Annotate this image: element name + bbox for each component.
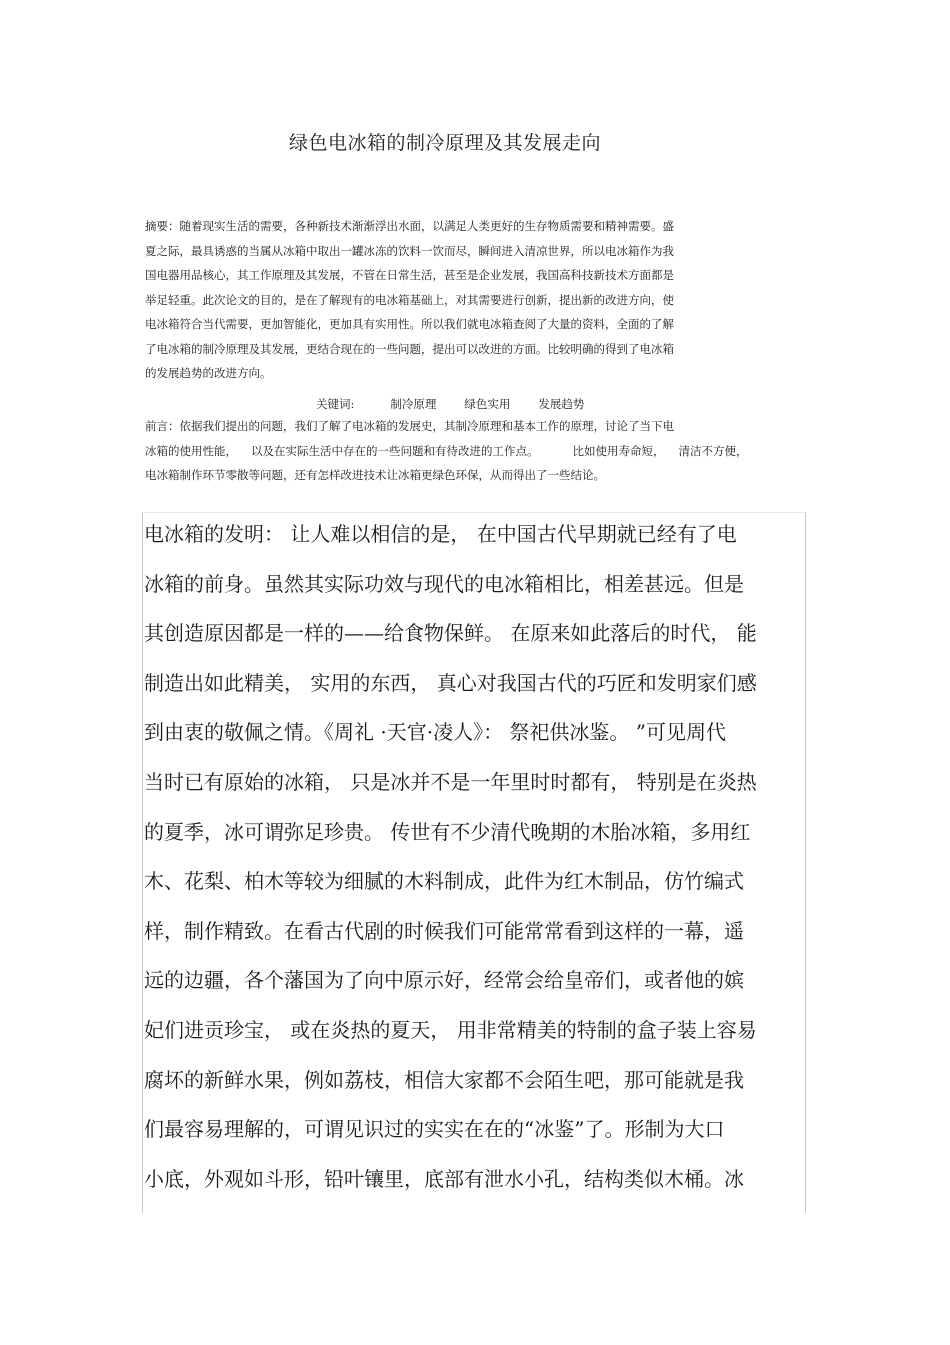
body-section — [144, 510, 757, 1204]
body-line: 的夏季，冰可谓弥足珍贵。 传世有不少清代晚期的木胎冰箱，多用红 — [144, 819, 751, 844]
body-line: 腐坏的新鲜水果，例如荔枝，相信大家都不会陌生吧，那可能就是我 — [144, 1067, 744, 1092]
preface — [145, 414, 748, 488]
preface-fragment: 以及在实际生活中存在的一些问题和有待改进的工作点。 — [251, 443, 539, 458]
preface-fragment: 比如使用寿命短， — [572, 443, 665, 458]
abstract-line: 摘要：随着现实生活的需要，各种新技术渐渐浮出水面，以满足人类更好的生存物质需要和精神需要。盛 — [145, 219, 674, 233]
preface-line: 电冰箱制作环节零散等问题，还有怎样改进技术让冰箱更绿色环保，从而得出了一些结论。 — [145, 468, 605, 482]
body-line: 远的边疆，各个藩国为了向中原示好，经常会给皇帝们，或者他的嫔 — [144, 968, 744, 993]
abstract — [145, 214, 674, 386]
body-line: 冰箱的前身。虽然其实际功效与现代的电冰箱相比，相差甚远。但是 — [144, 571, 744, 596]
keywords-label: 关键词: — [316, 397, 355, 411]
body-line: 妃们进贡珍宝， 或在炎热的夏天， 用非常精美的特制的盒子装上容易 — [144, 1017, 757, 1042]
abstract-line: 电冰箱符合当代需要，更加智能化，更加具有实用性。所以我们就电冰箱查阅了大量的资料，全面的了解 — [145, 317, 674, 331]
keywords — [316, 392, 612, 417]
body-line: 其创造原因都是一样的——给食物保鲜。 在原来如此落后的时代， 能 — [144, 621, 757, 646]
keyword: 发展趋势 — [538, 397, 585, 411]
body-line: 小底，外观如斗形，铅叶镶里，底部有泄水小孔，结构类似木桶。冰 — [144, 1166, 744, 1191]
body-line: 电冰箱的发明： 让人难以相信的是， 在中国古代早期就已经有了电 — [144, 522, 737, 546]
abstract-line: 国电器用品核心，其工作原理及其发展，不管在日常生活，甚至是企业发展，我国高科技新技术方面都是 — [145, 268, 674, 282]
preface-line — [145, 439, 748, 464]
preface-line: 前言：依据我们提出的问题，我们了解了电冰箱的发展史，其制冷原理和基本工作的原理，讨论了当下电 — [145, 419, 674, 433]
keyword: 绿色实用 — [464, 397, 511, 411]
preface-fragment: 清洁不方便， — [678, 443, 748, 458]
abstract-line: 举足轻重。此次论文的目的，是在了解现有的电冰箱基础上，对其需要进行创新，提出新的改进方向，使 — [145, 292, 674, 307]
body-line: 样，制作精致。在看古代剧的时候我们可能常常看到这样的一幕，遥 — [144, 918, 744, 943]
abstract-line: 了电冰箱的制冷原理及其发展，更结合现在的一些问题，提出可以改进的方面。比较明确的得到了电冰箱 — [145, 341, 674, 356]
body-line: 到由衷的敬佩之情。《周礼 ·天官·凌人》： 祭祀供冰鉴。 ”可见周代 — [144, 720, 727, 745]
keyword: 制冷原理 — [390, 397, 437, 411]
body-line: 木、花梨、柏木等较为细腻的木料制成，此件为红木制品，仿竹编式 — [144, 869, 744, 894]
abstract-line: 的发展趋势的改进方向。 — [145, 366, 272, 380]
preface-fragment: 冰箱的使用性能， — [145, 443, 237, 458]
abstract-line: 夏之际，最具诱惑的当属从冰箱中取出一罐冰冻的饮料一饮而尽，瞬间进入清凉世界，所以电冰箱作为我 — [145, 243, 674, 258]
body-line: 制造出如此精美， 实用的东西， 真心对我国古代的巧匠和发明家们感 — [144, 670, 757, 695]
body-line: 们最容易理解的，可谓见识过的实实在在的“冰鉴”了。形制为大口 — [144, 1117, 725, 1142]
body-line: 当时已有原始的冰箱， 只是冰并不是一年里时时都有， 特别是在炎热 — [144, 769, 757, 794]
page-title: 绿色电冰箱的制冷原理及其发展走向 — [288, 132, 601, 154]
